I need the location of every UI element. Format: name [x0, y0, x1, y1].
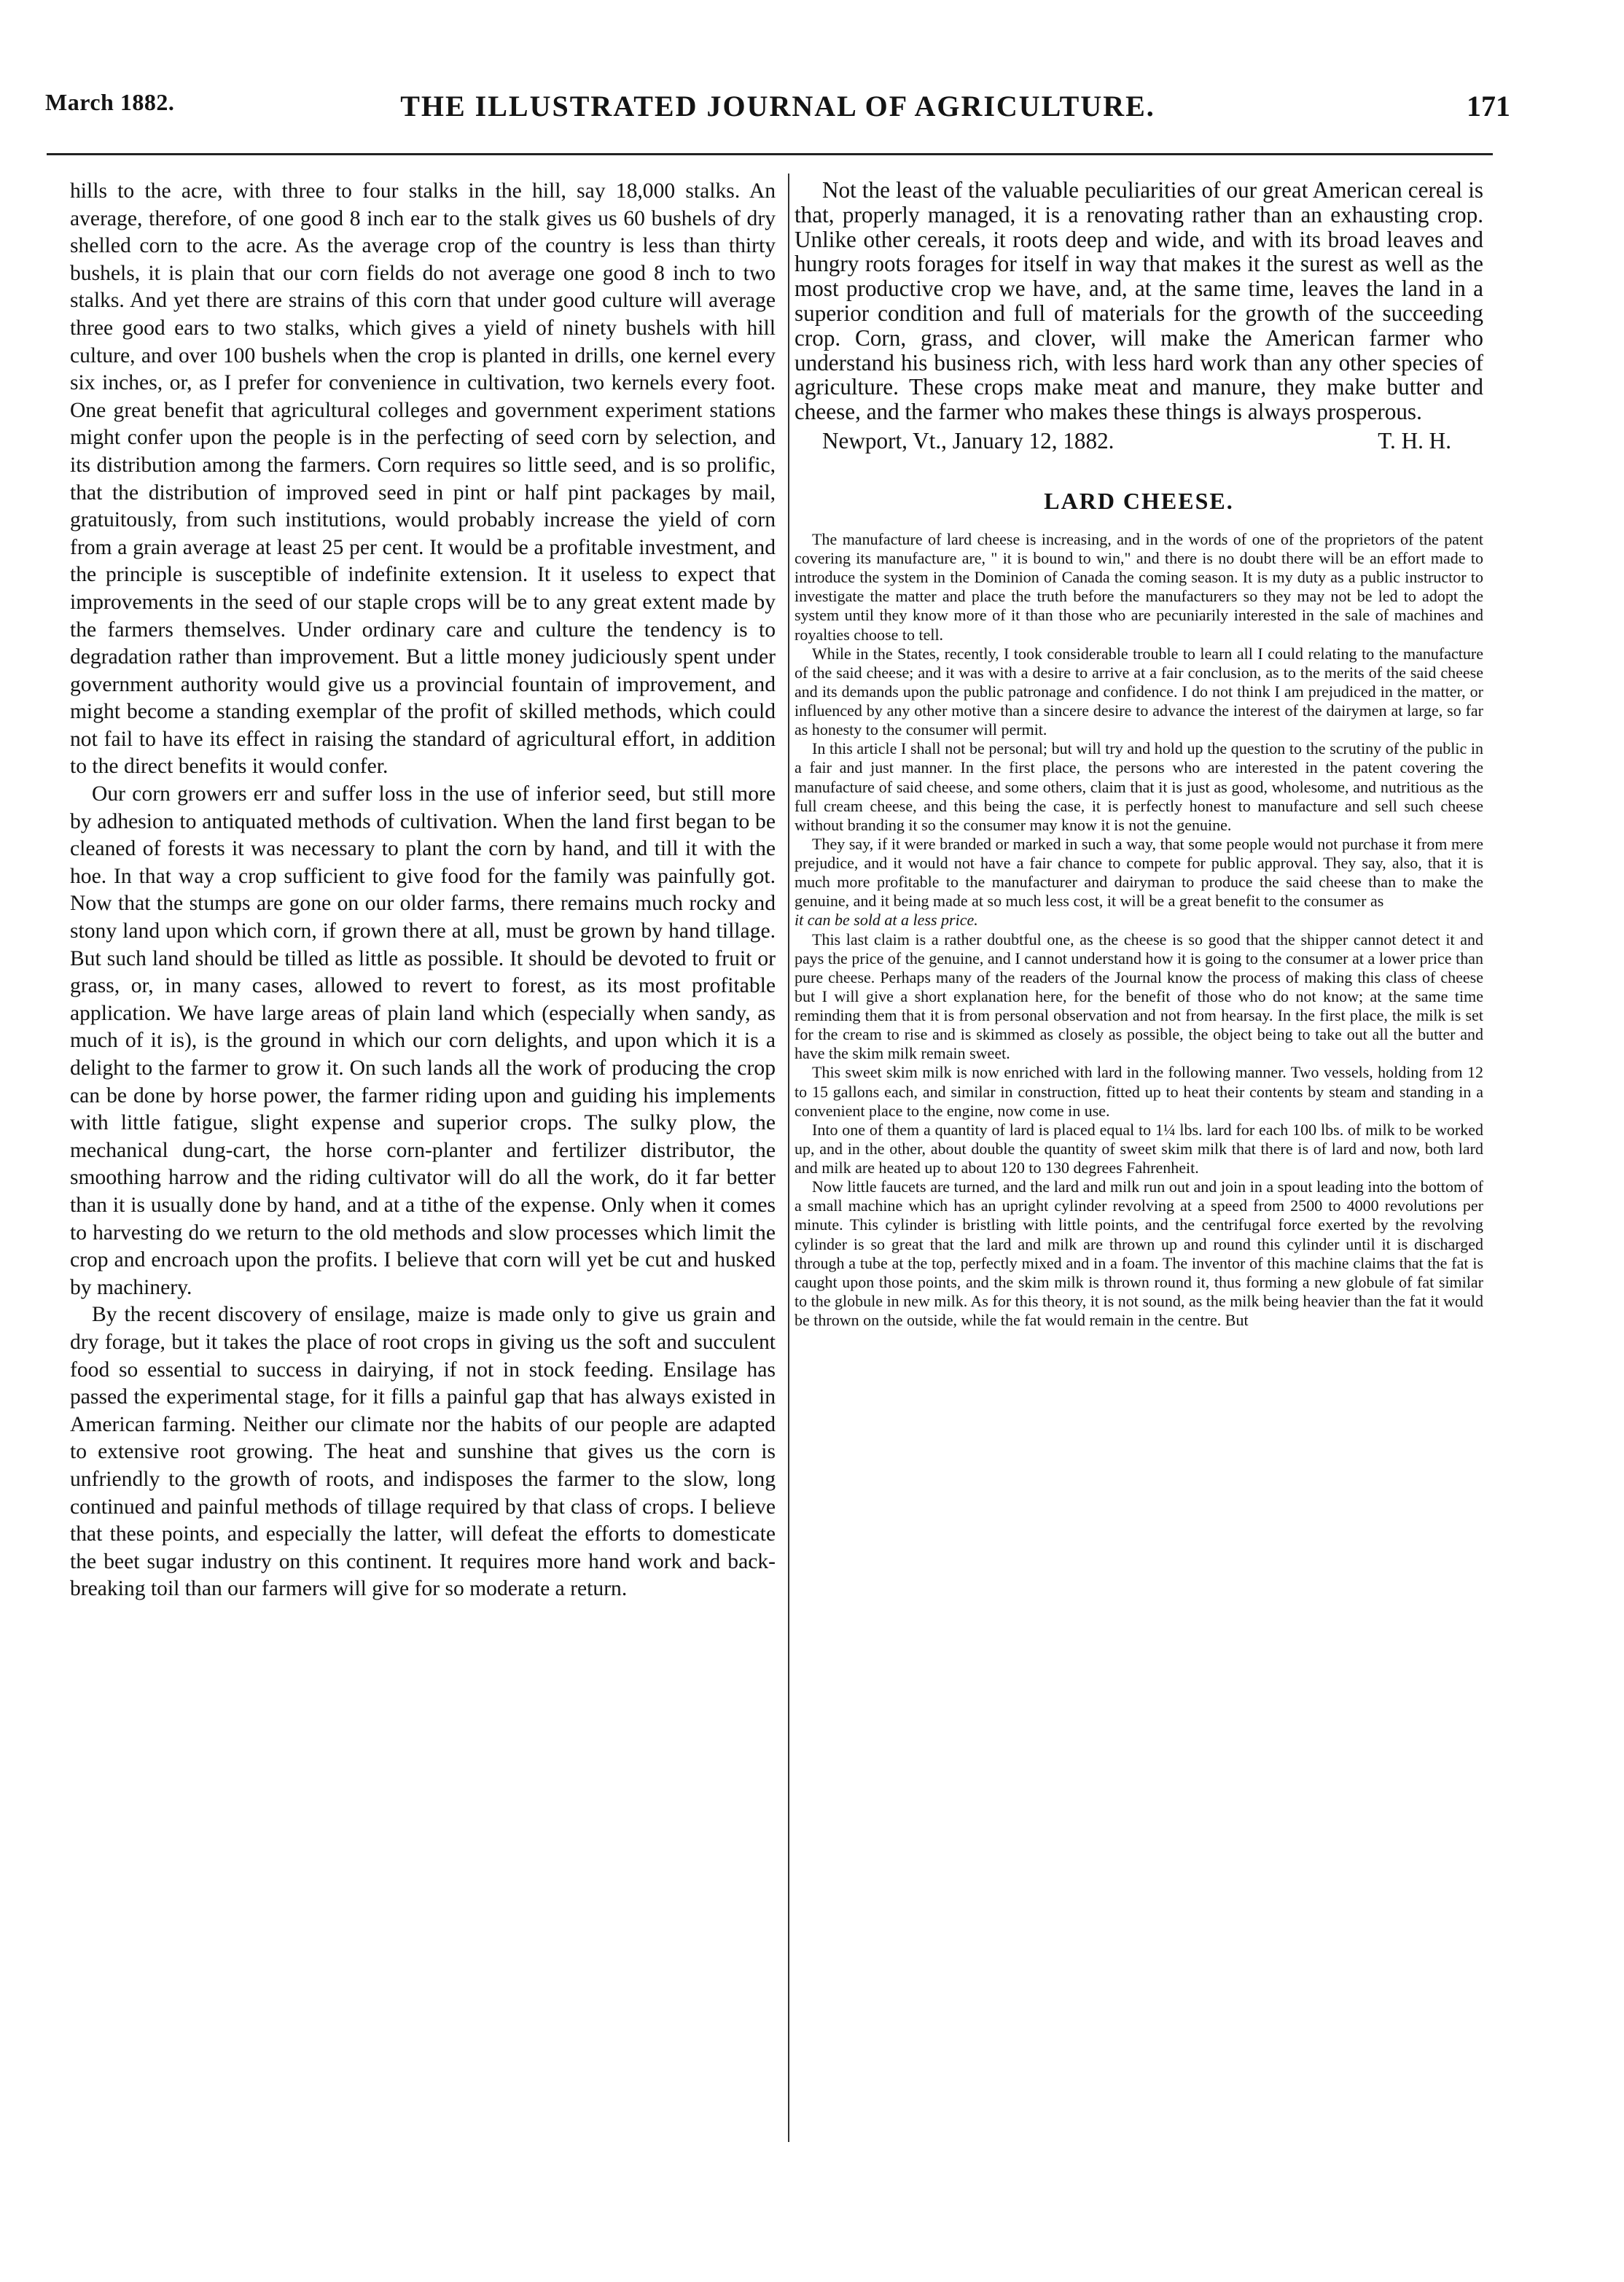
body-paragraph: By the recent discovery of ensilage, maize is made only to give us grain and dry forage, but it takes the place of root crops in giving us the soft and succulent food so essential to success in dairying, if not in stock feeding. Ensilage has passed the experimental stage, for it fills a painful gap that has always existed in American farming. Neither our climate nor the habits of our people are adapted to extensive root growing. The heat and sunshine that gives us the corn is unfriendly to the growth of roots, and indisposes the farmer to the slow, long continued and painful methods of tillage required by that class of crops. I believe that these points, and especially the latter, will defeat the efforts to domesticate the beet sugar industry on this continent. It requires more hand work and back-breaking toil than our farmers will give for so moderate a return.: [70, 1303, 776, 1601]
article-italic-line: it can be sold at a less price.: [795, 911, 978, 930]
header-date: March 1882.: [45, 89, 175, 115]
signoff: [795, 427, 1483, 456]
article-title: LARD CHEESE.: [1044, 487, 1234, 514]
signoff-initials: T. H. H.: [1378, 427, 1451, 453]
article-paragraph: The manufacture of lard cheese is increasing, and in the words of one of the proprietors of the patent covering its manufacture are, " it is bound to win," and there is no doubt there will be an effort made to introduce the system in the Dominion of Canada the coming season. It is my duty as a public instructor to investigate the matter and place the truth before the manufacturers so they may not be led to adopt the system until they know more of it than those who are pecuniarily interested in the sale of machines and royalties choose to tell.: [795, 529, 1483, 644]
header-journal-title: THE ILLUSTRATED JOURNAL OF AGRICULTURE.: [400, 90, 1155, 122]
article-paragraph: Into one of them a quantity of lard is placed equal to 1¼ lbs. lard for each 100 lbs. of milk to be worked up, and in the other, about double the quantity of sweet skim milk that there is of lard and now, both lard and milk are heated up to about 120 to 130 degrees Fahrenheit.: [795, 1120, 1483, 1177]
article-paragraph: This sweet skim milk is now enriched with lard in the following manner. Two vessels, holding from 12 to 15 gallons each, and similar in construction, fitted up to heat their contents by steam and standing in a convenient place to the engine, now come in use.: [795, 1063, 1483, 1120]
body-paragraph: Our corn growers err and suffer loss in the use of inferior seed, but still more by adhesion to antiquated methods of cultivation. When the land first began to be cleaned of forests it was necessary to plant the corn by hand, and till it with the hoe. In that way a crop sufficient to give food for the family was painfully got. Now that the stumps are gone on our older farms, there remains much rocky and stony land upon which corn, if grown there at all, must be grown by hand tillage. But such land should be tilled as little as possible. It should be devoted to fruit or grass, or, in many cases, allowed to revert to forest, as its most profitable application. We have large areas of plain land which (especially when sandy, as much of it is), is the ground in which our corn delights, and upon which it is a delight to the farmer to grow it. On such lands all the work of producing the crop can be done by horse power, the farmer riding upon and guiding his implements with little fatigue, slight expense and superior crops. The sulky plow, the mechanical dung-cart, the horse corn-planter and fertilizer distributor, the smoothing harrow and the riding cultivator will do all the work, do it far better than it is usually done by hand, and at a tithe of the expense. Only when it comes to harvesting do we return to the old methods and slow processes which limit the crop and encroach upon the profits. I believe that corn will yet be cut and husked by machinery.: [70, 782, 776, 1299]
article-paragraph: They say, if it were branded or marked in such a way, that some people would not purchase it from mere prejudice, and it would not have a fair chance to compete for public approval. They say, also, that it is much more profitable to the manufacturer and dairyman to produce the said cheese than to make the genuine, and it being made at so much less cost, it will be a great benefit to the consumer as: [795, 834, 1483, 911]
article-paragraph: While in the States, recently, I took considerable trouble to learn all I could relating to the manufacture of the said cheese; and it was with a desire to arrive at a fair conclusion, as to the merits of the said cheese and its demands upon the public patronage and confidence. I do not think I am prejudiced in the matter, or influenced by any other motive than a sincere desire to advance the interest of the dairymen at large, so far as honesty to the consumer will permit.: [795, 644, 1483, 739]
page-header: [45, 89, 1510, 130]
article-paragraph: This last claim is a rather doubtful one, as the cheese is so good that the shipper cannot detect it and pays the price of the genuine, and I cannot understand how it is going to the consumer at a lower price than pure cheese. Perhaps many of the readers of the Journal know the process of making this class of cheese but I will give a short explanation here, for the benefit of those who do not know; at the same time reminding them that it is from personal observation and not from hearsay. In the first place, the milk is set for the cream to rise and is skimmed as closely as possible, the object being to take out all the butter and have the skim milk remain sweet.: [795, 930, 1483, 1063]
article-paragraph: In this article I shall not be personal; but will try and hold up the question to the scrutiny of the public in a fair and just manner. In the first place, the persons who are interested in the patent covering the manufacture of said cheese, and some others, claim that it is just as good, wholesome, and nutritious as the full cream cheese, and this being the case, it is perfectly honest to manufacture and sell such cheese without branding it so the consumer may know it is not the genuine.: [795, 739, 1483, 834]
header-rule: [47, 153, 1493, 155]
header-page-number: 171: [1467, 90, 1510, 122]
right-column: [795, 178, 1483, 1330]
article-paragraph: Now little faucets are turned, and the lard and milk run out and join in a spout leading into the bottom of a small machine which has an upright cylinder revolving at a speed from 2500 to 4000 revolutions per minute. This cylinder is bristling with little points, and the centrifugal force exerted by the revolving cylinder is so great that the lard and milk are thrown up and round this cylinder until it is discharged through a tube at the top, perfectly mixed and in a foam. The inventor of this machine claims that the fat is caught upon those points, and the skim milk is thrown round it, thus forming a new globule of fat similar to the globule in new milk. As for this theory, it is not sound, as the milk being heavier than the fat it would be thrown on the outside, while the fat would remain in the centre. But: [795, 1177, 1483, 1330]
body-paragraph: Not the least of the valuable peculiarities of our great American cereal is that, properly managed, it is a renovating rather than an exhausting crop. Unlike other cereals, it roots deep and wide, and with its broad leaves and hungry roots forages for itself in way that makes it the surest as well as the most productive crop we have, and, at the same time, leaves the land in a superior condition and full of materials for the growth of the succeeding crop. Corn, grass, and clover, will make the American farmer who understand his business rich, with less hard work than any other species of agriculture. These crops make meat and manure, they make butter and cheese, and the farmer who makes these things is always prosperous.: [795, 177, 1483, 425]
column-divider: [788, 174, 789, 2142]
signoff-date: Newport, Vt., January 12, 1882.: [822, 427, 1114, 453]
body-paragraph: hills to the acre, with three to four stalks in the hill, say 18,000 stalks. An average, therefore, of one good 8 inch ear to the stalk gives us 60 bushels of dry shelled corn to the acre. As the average crop of the country is less than thirty bushels, it is plain that our corn fields do not average one good 8 inch to two stalks. And yet there are strains of this corn that under good culture will average three good ears to two stalks, which gives a yield of ninety bushels with hill culture, and over 100 bushels when the crop is planted in drills, one kernel every six inches, or, as I prefer for convenience in cultivation, two kernels every foot. One great benefit that agricultural colleges and government experiment stations might confer upon the people is in the perfecting of seed corn by selection, and its distribution among the farmers. Corn requires so little seed, and is so prolific, that the distribution of improved seed in pint or half pint packages by mail, gratuitously, from such institutions, would probably increase the yield of corn from a grain average at least 25 per cent. It would be a profitable investment, and the principle is susceptible of indefinite extension. It it useless to expect that improvements in the seed of our staple crops will be to any great extent made by the farmers themselves. Under ordinary care and culture the tendency is to degradation rather than improvement. But a little money judiciously spent under government authority would give us a provincial fountain of improvement, and might become a standing exemplar of the profit of skilled methods, which could not fail to have its effect in raising the standard of agricultural effort, in addition to the direct benefits it would confer.: [70, 179, 776, 779]
left-column: [70, 178, 776, 1603]
